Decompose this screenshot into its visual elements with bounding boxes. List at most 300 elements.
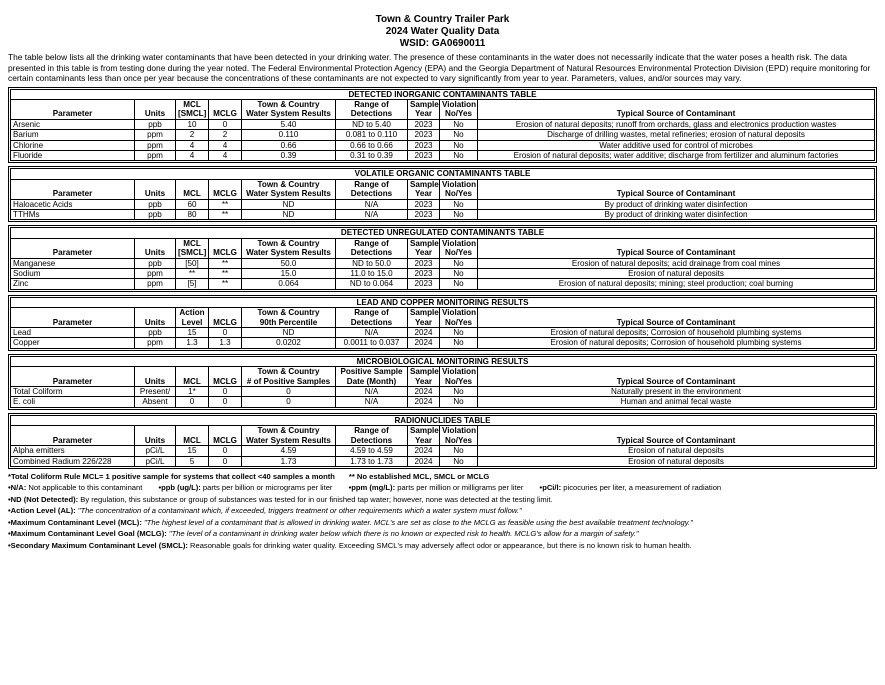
column-header: Level	[176, 318, 209, 328]
table-row	[11, 199, 875, 209]
value-cell: N/A	[336, 328, 408, 338]
parameter-cell: Arsenic	[11, 119, 135, 129]
column-header-top	[209, 99, 242, 109]
value-cell: 15.0	[242, 269, 336, 279]
column-header: Water System Results	[242, 109, 336, 119]
table-row	[11, 119, 875, 129]
value-cell: 2023	[408, 269, 440, 279]
smcl-text: Reasonable goals for drinking water quality. Exceeding SMCL's may adversely affect odor or appearance, but there is no known risk to human health.	[187, 540, 692, 550]
column-header: Typical Source of Contaminant	[478, 436, 875, 446]
value-cell: **	[176, 269, 209, 279]
column-header-top: Sample	[408, 238, 440, 248]
column-header: Detections	[336, 318, 408, 328]
column-header: Year	[408, 109, 440, 119]
data-table	[10, 168, 875, 220]
column-header-top: Sample	[408, 179, 440, 189]
table-row	[11, 209, 875, 219]
parameter-cell: Barium	[11, 130, 135, 140]
column-header: [SMCL]	[176, 248, 209, 258]
column-header: [SMCL]	[176, 109, 209, 119]
pci-text: picocuries per liter, a measurement of radiation	[561, 483, 722, 493]
column-header-top	[209, 308, 242, 318]
value-cell: 2024	[408, 446, 440, 456]
column-header-top	[209, 426, 242, 436]
column-header: Parameter	[11, 318, 135, 328]
parameter-cell: Manganese	[11, 258, 135, 268]
column-header-top: Range of	[336, 308, 408, 318]
al-term: •Action Level (AL):	[8, 506, 76, 516]
mcl-term: •Maximum Contaminant Level (MCL):	[8, 517, 142, 527]
column-header-top: Positive Sample	[336, 367, 408, 377]
value-cell: 4	[209, 150, 242, 160]
column-header-top	[135, 238, 176, 248]
column-header-top: Violation	[440, 179, 478, 189]
value-cell: pCi/L	[135, 456, 176, 466]
table-title: RADIONUCLIDES TABLE	[11, 415, 875, 425]
source-cell: Erosion of natural deposits; mining; steel production; coal burning	[478, 279, 875, 289]
footnote-mcl	[8, 517, 877, 529]
column-header-top	[135, 426, 176, 436]
column-header: No/Yes	[440, 318, 478, 328]
value-cell: 0.110	[242, 130, 336, 140]
column-header: 90th Percentile	[242, 318, 336, 328]
footnote-line-1	[8, 471, 877, 483]
parameter-cell: Fluoride	[11, 150, 135, 160]
value-cell: ND to 5.40	[336, 119, 408, 129]
value-cell: No	[440, 130, 478, 140]
value-cell: **	[209, 269, 242, 279]
column-header-top: Town & Country	[242, 99, 336, 109]
column-header: MCLG	[209, 109, 242, 119]
source-cell: Naturally present in the environment	[478, 387, 875, 397]
value-cell: 2024	[408, 456, 440, 466]
column-header: Typical Source of Contaminant	[478, 318, 875, 328]
value-cell: No	[440, 258, 478, 268]
column-header: MCL	[176, 189, 209, 199]
table-title: DETECTED UNREGULATED CONTAMINANTS TABLE	[11, 228, 875, 238]
footnotes	[8, 471, 877, 552]
value-cell: 2024	[408, 387, 440, 397]
column-header: Units	[135, 248, 176, 258]
column-header: Detections	[336, 248, 408, 258]
value-cell: 0	[209, 328, 242, 338]
column-header-top	[135, 99, 176, 109]
column-header-top: Town & Country	[242, 238, 336, 248]
column-header: MCLG	[209, 248, 242, 258]
source-cell: By product of drinking water disinfection	[478, 199, 875, 209]
na-term: •N/A:	[8, 483, 27, 493]
value-cell: 0.66 to 0.66	[336, 140, 408, 150]
column-header: Parameter	[11, 109, 135, 119]
ppm-term: •ppm (mg/L):	[348, 483, 396, 493]
column-header-top: Range of	[336, 179, 408, 189]
al-text: "The concentration of a contaminant which, if exceeded, triggers treatment or other requirements which a water system must follow."	[75, 506, 522, 516]
value-cell: 1.73 to 1.73	[336, 456, 408, 466]
column-header-top: Town & Country	[242, 426, 336, 436]
value-cell: 1.73	[242, 456, 336, 466]
column-header: Year	[408, 318, 440, 328]
value-cell: 2023	[408, 140, 440, 150]
value-cell: N/A	[336, 209, 408, 219]
value-cell: 2023	[408, 150, 440, 160]
contaminant-table	[8, 413, 877, 469]
value-cell: 0.0202	[242, 338, 336, 348]
column-header: Units	[135, 377, 176, 387]
table-row	[11, 397, 875, 407]
pci-term: •pCi/l:	[539, 483, 562, 493]
column-header-top	[176, 179, 209, 189]
footnote-mclg	[8, 528, 877, 540]
no-mcl-note: ** No established MCL, SMCL or MCLG	[348, 471, 490, 481]
column-header: Detections	[336, 109, 408, 119]
value-cell: 0	[209, 119, 242, 129]
value-cell: 5.40	[242, 119, 336, 129]
column-header-top	[11, 99, 135, 109]
column-header: Units	[135, 189, 176, 199]
table-title: DETECTED INORGANIC CONTAMINANTS TABLE	[11, 89, 875, 99]
table-row	[11, 258, 875, 268]
column-header-top: Sample	[408, 99, 440, 109]
column-header-top	[135, 367, 176, 377]
data-table	[10, 89, 875, 162]
value-cell: 10	[176, 119, 209, 129]
column-header-top: MCL	[176, 238, 209, 248]
source-cell: Erosion of natural deposits; runoff from orchards, glass and electronics production wastes	[478, 119, 875, 129]
column-header-top: Violation	[440, 367, 478, 377]
column-header-top: Town & Country	[242, 308, 336, 318]
value-cell: 2023	[408, 258, 440, 268]
value-cell: 50.0	[242, 258, 336, 268]
column-header: MCL	[176, 377, 209, 387]
table-row	[11, 328, 875, 338]
table-row	[11, 387, 875, 397]
system-name: Town & Country Trailer Park	[375, 14, 510, 25]
value-cell: ppm	[135, 269, 176, 279]
value-cell: No	[440, 338, 478, 348]
column-header-top: Town & Country	[242, 367, 336, 377]
mclg-term: •Maximum Contaminant Level Goal (MCLG):	[8, 529, 167, 539]
table-row	[11, 456, 875, 466]
system-id: WSID: GA0690011	[399, 38, 486, 49]
column-header-top	[176, 367, 209, 377]
column-header: Year	[408, 377, 440, 387]
value-cell: No	[440, 397, 478, 407]
column-header-top: Action	[176, 308, 209, 318]
column-header-top	[209, 238, 242, 248]
value-cell: 2023	[408, 130, 440, 140]
table-row	[11, 338, 875, 348]
value-cell: 15	[176, 328, 209, 338]
source-cell: Erosion of natural deposits; acid drainage from coal mines	[478, 258, 875, 268]
column-header-top: Violation	[440, 308, 478, 318]
parameter-cell: Copper	[11, 338, 135, 348]
column-header-top: MCL	[176, 99, 209, 109]
column-header: MCL	[176, 436, 209, 446]
value-cell: No	[440, 328, 478, 338]
column-header: Units	[135, 318, 176, 328]
column-header-top	[209, 179, 242, 189]
tables-container	[8, 87, 877, 469]
report-page	[8, 0, 877, 551]
value-cell: 4.59 to 4.59	[336, 446, 408, 456]
value-cell: 4	[176, 150, 209, 160]
column-header-top: Range of	[336, 238, 408, 248]
value-cell: ND	[242, 199, 336, 209]
value-cell: 0	[209, 446, 242, 456]
footnote-nd	[8, 494, 877, 506]
value-cell: ppb	[135, 328, 176, 338]
parameter-cell: Sodium	[11, 269, 135, 279]
value-cell: 0.66	[242, 140, 336, 150]
parameter-cell: Haloacetic Acids	[11, 199, 135, 209]
mcl-text: "The highest level of a contaminant that is allowed in drinking water. MCL's are set as close to the MCLG as feasible using the best available treatment technology."	[141, 517, 693, 527]
value-cell: 4	[209, 140, 242, 150]
na-text: Not applicable to this contaminant	[26, 483, 143, 493]
value-cell: ppm	[135, 279, 176, 289]
column-header-top	[11, 367, 135, 377]
data-table	[10, 415, 875, 467]
source-cell: Discharge of drilling wastes, metal refineries; erosion of natural deposits	[478, 130, 875, 140]
column-header-top: Sample	[408, 426, 440, 436]
column-header-top	[209, 367, 242, 377]
column-header: No/Yes	[440, 377, 478, 387]
value-cell: ND	[242, 328, 336, 338]
value-cell: 2	[176, 130, 209, 140]
column-header-top	[478, 99, 875, 109]
value-cell: 2023	[408, 119, 440, 129]
column-header-top	[11, 426, 135, 436]
table-title: MICROBIOLOGICAL MONITORING RESULTS	[11, 356, 875, 366]
source-cell: Erosion of natural deposits	[478, 456, 875, 466]
column-header-top: Sample	[408, 367, 440, 377]
value-cell: No	[440, 199, 478, 209]
report-title: 2024 Water Quality Data	[385, 26, 500, 37]
column-header: Typical Source of Contaminant	[478, 189, 875, 199]
value-cell: 80	[176, 209, 209, 219]
column-header-top: Violation	[440, 99, 478, 109]
value-cell: ppm	[135, 130, 176, 140]
table-row	[11, 140, 875, 150]
value-cell: 2023	[408, 209, 440, 219]
column-header-top	[11, 179, 135, 189]
source-cell: Water additive used for control of microbes	[478, 140, 875, 150]
value-cell: No	[440, 209, 478, 219]
value-cell: No	[440, 119, 478, 129]
parameter-cell: Zinc	[11, 279, 135, 289]
value-cell: ppm	[135, 150, 176, 160]
value-cell: 60	[176, 199, 209, 209]
data-table	[10, 227, 875, 289]
nd-text: By regulation, this substance or group of substances was tested for in our finished tap water; however, none was detected at the testing limit.	[78, 494, 553, 504]
value-cell: 0.39	[242, 150, 336, 160]
table-row	[11, 279, 875, 289]
value-cell: 0.31 to 0.39	[336, 150, 408, 160]
value-cell: 0.064	[242, 279, 336, 289]
report-header	[8, 14, 877, 50]
parameter-cell: Chlorine	[11, 140, 135, 150]
value-cell: 0	[176, 397, 209, 407]
column-header: Units	[135, 436, 176, 446]
value-cell: 2023	[408, 279, 440, 289]
value-cell: ppm	[135, 338, 176, 348]
column-header-top	[135, 308, 176, 318]
source-cell: Erosion of natural deposits; water additive; discharge from fertilizer and aluminum factories	[478, 150, 875, 160]
contaminant-table	[8, 354, 877, 410]
column-header: Water System Results	[242, 248, 336, 258]
value-cell: 0	[242, 387, 336, 397]
column-header-top	[176, 426, 209, 436]
value-cell: pCi/L	[135, 446, 176, 456]
smcl-term: •Secondary Maximum Contaminant Level (SMCL):	[8, 540, 188, 550]
column-header-top	[11, 308, 135, 318]
value-cell: [50]	[176, 258, 209, 268]
value-cell: 1*	[176, 387, 209, 397]
column-header-top: Town & Country	[242, 179, 336, 189]
value-cell: No	[440, 269, 478, 279]
contaminant-table	[8, 295, 877, 351]
footnote-line-2	[8, 482, 877, 494]
column-header: Typical Source of Contaminant	[478, 377, 875, 387]
value-cell: 15	[176, 446, 209, 456]
column-header: Water System Results	[242, 436, 336, 446]
value-cell: No	[440, 279, 478, 289]
parameter-cell: E. coli	[11, 397, 135, 407]
table-row	[11, 130, 875, 140]
value-cell: ppb	[135, 209, 176, 219]
column-header: Year	[408, 436, 440, 446]
value-cell: 0	[242, 397, 336, 407]
parameter-cell: Total Coliform	[11, 387, 135, 397]
footnote-al	[8, 505, 877, 517]
parameter-cell: Alpha emitters	[11, 446, 135, 456]
value-cell: ppb	[135, 199, 176, 209]
column-header-top: Violation	[440, 238, 478, 248]
column-header-top	[478, 238, 875, 248]
value-cell: No	[440, 140, 478, 150]
value-cell: ppm	[135, 140, 176, 150]
ppm-text: parts per million or milligrams per liter	[395, 483, 524, 493]
column-header: Date (Month)	[336, 377, 408, 387]
value-cell: 2024	[408, 328, 440, 338]
parameter-cell: TTHMs	[11, 209, 135, 219]
value-cell: 2023	[408, 199, 440, 209]
value-cell: ND to 50.0	[336, 258, 408, 268]
column-header: Parameter	[11, 189, 135, 199]
value-cell: **	[209, 199, 242, 209]
table-row	[11, 446, 875, 456]
column-header-top	[135, 179, 176, 189]
value-cell: 0	[209, 456, 242, 466]
column-header-top: Range of	[336, 99, 408, 109]
table-row	[11, 269, 875, 279]
value-cell: ND to 0.064	[336, 279, 408, 289]
data-table	[10, 297, 875, 349]
value-cell: Present/	[135, 387, 176, 397]
column-header-top	[478, 179, 875, 189]
value-cell: ppb	[135, 119, 176, 129]
column-header: Units	[135, 109, 176, 119]
column-header: Parameter	[11, 436, 135, 446]
column-header: Year	[408, 189, 440, 199]
column-header-top	[478, 308, 875, 318]
column-header: Detections	[336, 436, 408, 446]
column-header: MCLG	[209, 436, 242, 446]
value-cell: 0.081 to 0.110	[336, 130, 408, 140]
parameter-cell: Lead	[11, 328, 135, 338]
value-cell: ND	[242, 209, 336, 219]
parameter-cell: Combined Radium 226/228	[11, 456, 135, 466]
value-cell: 0	[209, 397, 242, 407]
value-cell: 1.3	[176, 338, 209, 348]
column-header: MCLG	[209, 318, 242, 328]
table-title: VOLATILE ORGANIC CONTAMINANTS TABLE	[11, 169, 875, 179]
column-header: Water System Results	[242, 189, 336, 199]
value-cell: Absent	[135, 397, 176, 407]
table-row	[11, 150, 875, 160]
column-header-top: Violation	[440, 426, 478, 436]
value-cell: 4	[176, 140, 209, 150]
contaminant-table	[8, 87, 877, 164]
source-cell: Erosion of natural deposits; Corrosion of household plumbing systems	[478, 328, 875, 338]
source-cell: By product of drinking water disinfection	[478, 209, 875, 219]
value-cell: N/A	[336, 199, 408, 209]
footnote-smcl	[8, 540, 877, 552]
value-cell: No	[440, 446, 478, 456]
column-header: No/Yes	[440, 436, 478, 446]
source-cell: Human and animal fecal waste	[478, 397, 875, 407]
source-cell: Erosion of natural deposits	[478, 446, 875, 456]
contaminant-table	[8, 225, 877, 291]
intro-paragraph: The table below lists all the drinking water contaminants that have been detected in your drinking water. The presence of these contaminants in the water does not necessarily indicate that the water poses a health risk. The data presented in this table is from testing done during the year noted. The Federal Environmental Protection Agency (EPA) and the Georgia Department of Natural Resources Environmental Protection Division (EPD) require monitoring for certain contaminants less than once per year because the concentrations of these contaminants are not expected to vary significantly from year to year. Parameters, values, and/or sources may vary.	[8, 52, 871, 83]
value-cell: **	[209, 258, 242, 268]
value-cell: No	[440, 456, 478, 466]
data-table	[10, 356, 875, 408]
column-header: Year	[408, 248, 440, 258]
column-header: Parameter	[11, 248, 135, 258]
value-cell: 11.0 to 15.0	[336, 269, 408, 279]
value-cell: ppb	[135, 258, 176, 268]
column-header-top	[11, 238, 135, 248]
value-cell: **	[209, 209, 242, 219]
column-header: No/Yes	[440, 248, 478, 258]
column-header: No/Yes	[440, 189, 478, 199]
value-cell: 5	[176, 456, 209, 466]
column-header-top: Sample	[408, 308, 440, 318]
value-cell: 0	[209, 387, 242, 397]
value-cell: 0.0011 to 0.037	[336, 338, 408, 348]
contaminant-table	[8, 166, 877, 222]
coliform-rule-note: *Total Coliform Rule MCL= 1 positive sample for systems that collect <40 samples a month	[8, 471, 335, 481]
column-header-top	[478, 426, 875, 436]
source-cell: Erosion of natural deposits	[478, 269, 875, 279]
value-cell: 2024	[408, 338, 440, 348]
value-cell: N/A	[336, 397, 408, 407]
value-cell: 2	[209, 130, 242, 140]
value-cell: 2024	[408, 397, 440, 407]
source-cell: Erosion of natural deposits; Corrosion of household plumbing systems	[478, 338, 875, 348]
value-cell: [5]	[176, 279, 209, 289]
value-cell: **	[209, 279, 242, 289]
value-cell: N/A	[336, 387, 408, 397]
table-title: LEAD AND COPPER MONITORING RESULTS	[11, 297, 875, 307]
column-header: MCLG	[209, 189, 242, 199]
column-header: No/Yes	[440, 109, 478, 119]
ppb-text: parts per billion or micrograms per liter	[200, 483, 333, 493]
column-header: # of Positive Samples	[242, 377, 336, 387]
mclg-text: "The level of a contaminant in drinking water below which there is no known or expected risk to health. MCLG's allow for a margin of safety."	[166, 529, 639, 539]
ppb-term: •ppb (ug/L):	[158, 483, 201, 493]
value-cell: No	[440, 150, 478, 160]
